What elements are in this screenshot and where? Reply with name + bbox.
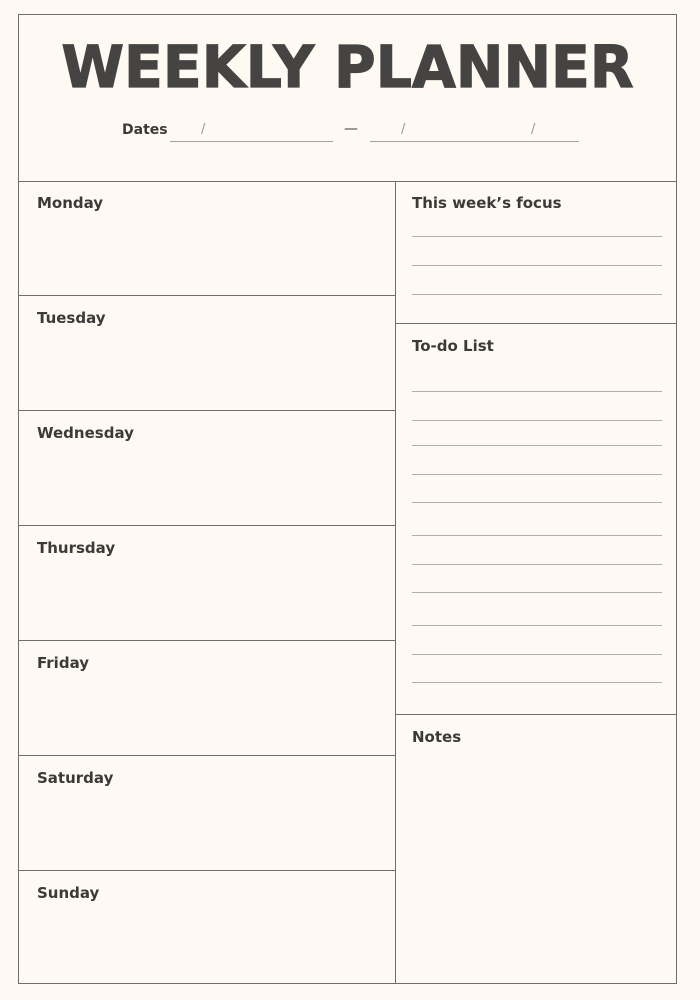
end-date-field[interactable] — [370, 141, 579, 142]
dates-label: Dates — [122, 122, 168, 138]
day-section-sunday[interactable] — [19, 871, 395, 984]
day-section-thursday[interactable] — [19, 526, 395, 641]
todo-line — [412, 535, 662, 536]
end-date-slash-2: / — [531, 122, 536, 137]
todo-line — [412, 682, 662, 683]
todo-line — [412, 391, 662, 392]
todo-line — [412, 445, 662, 446]
day-section-wednesday[interactable] — [19, 411, 395, 526]
day-label: Friday — [37, 654, 90, 672]
todo-line — [412, 502, 662, 503]
day-section-saturday[interactable] — [19, 756, 395, 871]
todo-line — [412, 564, 662, 565]
focus-line — [412, 265, 662, 266]
side-column — [396, 181, 676, 984]
notes-label: Notes — [412, 728, 462, 746]
focus-label: This week’s focus — [412, 194, 562, 212]
planner-header — [19, 15, 676, 182]
day-section-tuesday[interactable] — [19, 296, 395, 411]
todo-line — [412, 654, 662, 655]
day-label: Sunday — [37, 884, 100, 902]
date-range-dash: — — [344, 121, 358, 137]
notes-panel[interactable] — [396, 715, 676, 984]
day-label: Wednesday — [37, 424, 134, 442]
todo-line — [412, 592, 662, 593]
todo-panel[interactable] — [396, 324, 676, 715]
day-section-friday[interactable] — [19, 641, 395, 756]
start-date-field[interactable] — [170, 141, 333, 142]
day-label: Monday — [37, 194, 104, 212]
start-date-slash: / — [201, 122, 206, 137]
focus-line — [412, 294, 662, 295]
day-label: Tuesday — [37, 309, 106, 327]
todo-line — [412, 474, 662, 475]
todo-line — [412, 625, 662, 626]
todo-line — [412, 420, 662, 421]
focus-line — [412, 236, 662, 237]
planner-sheet — [18, 14, 677, 984]
day-label: Thursday — [37, 539, 116, 557]
day-column — [19, 181, 396, 984]
day-section-monday[interactable] — [19, 181, 395, 296]
focus-panel[interactable] — [396, 181, 676, 324]
end-date-slash-1: / — [401, 122, 406, 137]
page-title: WEEKLY PLANNER — [61, 33, 634, 101]
day-label: Saturday — [37, 769, 114, 787]
todo-label: To-do List — [412, 337, 494, 355]
